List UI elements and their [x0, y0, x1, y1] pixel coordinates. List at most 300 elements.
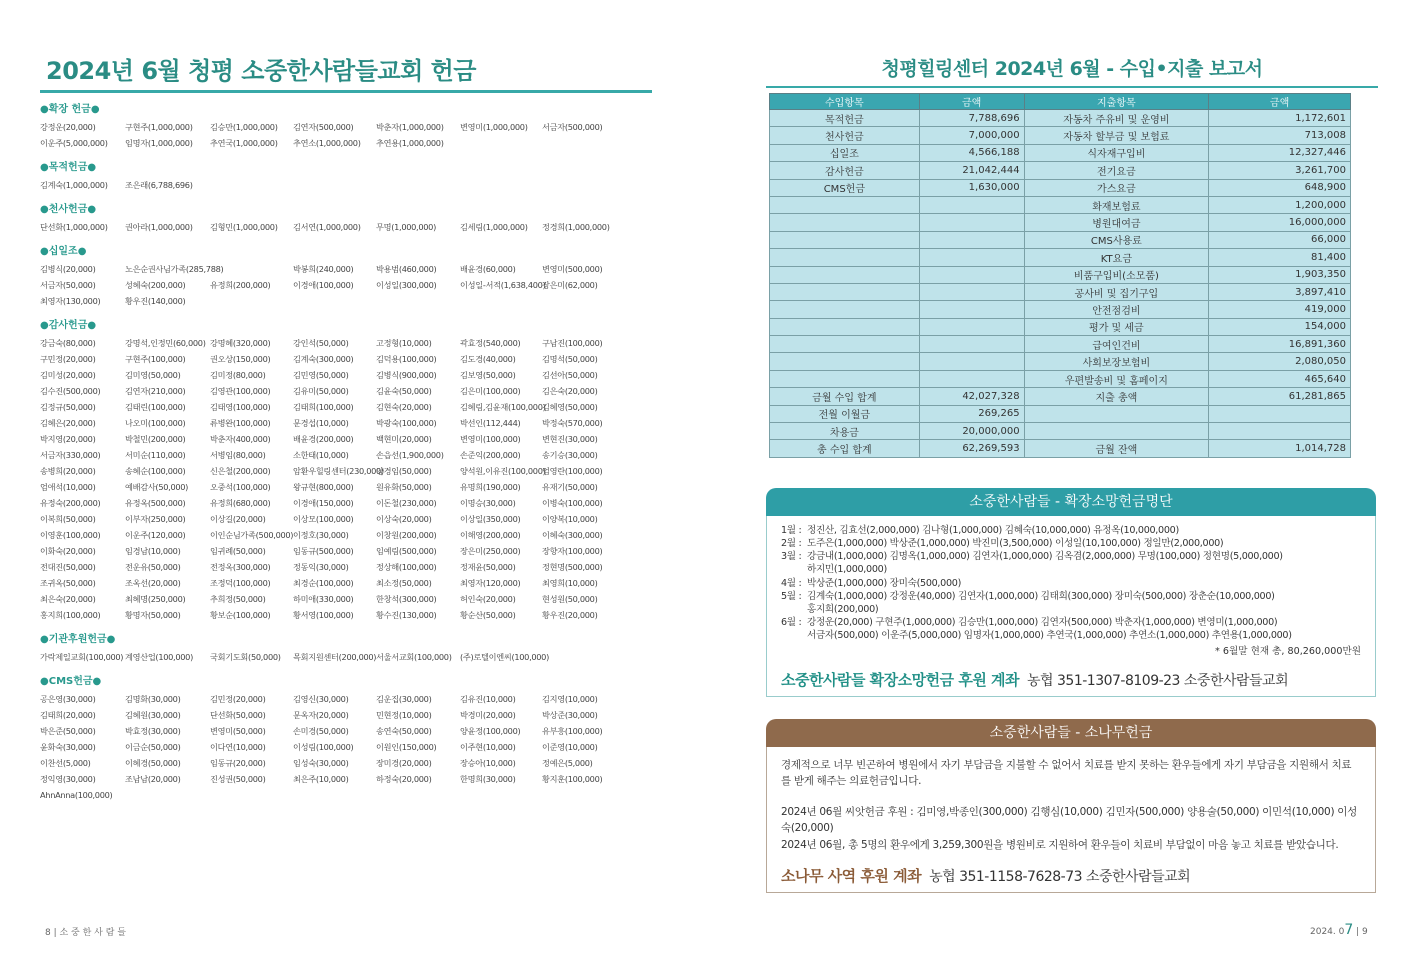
- donor-entry: 이양복(10,000): [542, 514, 598, 524]
- donor-entry: 이경애(150,000): [293, 498, 354, 508]
- donor-entry: 추연국(1,000,000): [210, 138, 278, 148]
- donor-entry: 김은미(100,000): [460, 386, 521, 396]
- donor-entry: 예배감사(50,000): [125, 482, 189, 492]
- donor-entry: 고정형(10,000): [376, 338, 432, 348]
- income-item-cell: [770, 336, 920, 353]
- donor-entry: 김계숙(300,000): [293, 354, 354, 364]
- donor-entry: 문옥자(20,000): [293, 710, 349, 720]
- donor-entry: 이해영(200,000): [460, 530, 521, 540]
- expansion-month-line: [781, 577, 1361, 590]
- income-item-cell: [770, 249, 920, 266]
- left-page: [40, 52, 655, 803]
- expense-item-cell: 급여인건비: [1024, 336, 1209, 353]
- donor-entry: 류병완(100,000): [210, 418, 271, 428]
- donor-entry: 이운주(120,000): [125, 530, 186, 540]
- donor-entry: 김영관(100,000): [210, 386, 271, 396]
- expansion-note: * 6월말 현재 총, 80,260,000만원: [1215, 645, 1361, 657]
- donor-row: [40, 607, 655, 623]
- income-item-cell: [770, 231, 920, 248]
- donor-row: [40, 219, 655, 235]
- donor-entry: 국회기도회(50,000): [210, 652, 281, 662]
- donor-row: [40, 119, 655, 135]
- donor-entry: 김현숙(20,000): [376, 402, 432, 412]
- donor-row: [40, 495, 655, 511]
- month-label: 2월 :: [781, 538, 802, 550]
- section-heading: ●목적헌금●: [40, 162, 97, 173]
- income-item-cell: 전월 이월금: [770, 405, 920, 422]
- donor-entry: 전정옥(300,000): [210, 562, 271, 572]
- donor-row: [40, 135, 655, 151]
- income-amount-cell: [919, 336, 1024, 353]
- donor-row: [40, 335, 655, 351]
- donor-entry: 이원인(150,000): [376, 742, 437, 752]
- donor-entry: AhnAnna(100,000): [40, 790, 113, 800]
- donor-row: [40, 261, 655, 277]
- donor-entry: 박경미(20,000): [460, 710, 516, 720]
- donor-row: [40, 771, 655, 787]
- section-heading: ●감사헌금●: [40, 320, 97, 331]
- income-item-cell: 차용금: [770, 423, 920, 440]
- expense-amount-cell: 713,008: [1209, 127, 1351, 144]
- donor-entry: 배윤경(200,000): [293, 434, 354, 444]
- expense-item-cell: 병원대여금: [1024, 214, 1209, 231]
- donor-entry: 이상길(20,000): [210, 514, 266, 524]
- expense-item-cell: KT요금: [1024, 249, 1209, 266]
- donor-row: [40, 431, 655, 447]
- donor-entry: 가락제일교회(100,000): [40, 652, 124, 662]
- table-row: [770, 370, 1351, 387]
- donor-entry: 김세림(1,000,000): [460, 222, 528, 232]
- donor-row: [40, 559, 655, 575]
- donor-entry: 왕규현(800,000): [293, 482, 354, 492]
- donor-entry: 변현진(30,000): [542, 434, 598, 444]
- donor-entry: 이혜숙(300,000): [542, 530, 603, 540]
- donor-entry: 조남남(20,000): [125, 774, 181, 784]
- expense-amount-cell: 3,261,700: [1209, 162, 1351, 179]
- donor-entry: 김계숙(1,000,000): [40, 180, 108, 190]
- donor-entry: 서금자(330,000): [40, 450, 101, 460]
- income-item-cell: 총 수입 합계: [770, 440, 920, 457]
- donor-entry: 박춘자(400,000): [210, 434, 271, 444]
- table-row: [770, 231, 1351, 248]
- donor-entry: 진성권(50,000): [210, 774, 266, 784]
- expense-item-cell: 식자재구입비: [1024, 144, 1209, 161]
- table-row: [770, 162, 1351, 179]
- donor-entry: 오중석(100,000): [210, 482, 271, 492]
- expense-item-cell: 금월 잔액: [1024, 440, 1209, 457]
- donor-entry: 김태린(100,000): [125, 402, 186, 412]
- month-label: 6월 :: [781, 617, 802, 629]
- pine-offering-box: [766, 719, 1376, 894]
- col-income-amount: 금액: [919, 94, 1024, 110]
- expense-item-cell: 사회보장보험비: [1024, 353, 1209, 370]
- pine-description: 경제적으로 너무 빈곤하여 병원에서 자기 부담금을 지불할 수 없어서 치료를 받지 못하는 환우들에게 자기 부담금을 지원해서 치료를 받게 해주는 의료헌금입니다.: [781, 758, 1352, 788]
- income-amount-cell: 20,000,000: [919, 423, 1024, 440]
- report-title: 청평힐링센터 2024년 6월 - 수입•지출 보고서: [881, 58, 1263, 80]
- donor-entry: 소한태(10,000): [293, 450, 349, 460]
- month-label: 1월 :: [781, 524, 802, 536]
- expense-amount-cell: 81,400: [1209, 249, 1351, 266]
- expense-item-cell: 안전점검비: [1024, 301, 1209, 318]
- donor-entry: 박춘자(1,000,000): [376, 122, 444, 132]
- table-row: [770, 283, 1351, 300]
- donor-entry: 공은영(30,000): [40, 694, 96, 704]
- donor-entry: 황명자(50,000): [125, 610, 181, 620]
- donor-entry: 황우진(20,000): [542, 610, 598, 620]
- month-donors: 서금자(500,000) 이운주(5,000,000) 임명자(1,000,000) 추연국(1,000,000) 추연소(1,000,000) 추연용(1,000,000): [807, 630, 1292, 642]
- section-heading: ●CMS헌금●: [40, 676, 102, 687]
- expense-amount-cell: 648,900: [1209, 179, 1351, 196]
- donor-entry: 이병숙(100,000): [542, 498, 603, 508]
- donor-entry: 양석원,이유진(100,000): [460, 466, 546, 476]
- income-amount-cell: 1,630,000: [919, 179, 1024, 196]
- donor-entry: 김명석(50,000): [542, 354, 598, 364]
- donor-entry: 황우진(140,000): [125, 296, 186, 306]
- donor-entry: 김병식(20,000): [40, 264, 96, 274]
- donor-entry: 정상해(100,000): [376, 562, 437, 572]
- donor-entry: 유부흥(100,000): [542, 726, 603, 736]
- pine-banner: 소중한사람들 - 소나무헌금: [766, 719, 1376, 747]
- donor-row: [40, 527, 655, 543]
- donor-entry: 송기승(30,000): [542, 450, 598, 460]
- month-donors: 강정운(20,000) 구현주(1,000,000) 김승만(1,000,000) 김연자(500,000) 박춘자(1,000,000) 변영미(1,000,000): [807, 617, 1278, 629]
- donor-entry: 이경애(100,000): [293, 280, 354, 290]
- expense-item-cell: 평가 및 세금: [1024, 318, 1209, 335]
- donor-entry: 김명화(30,000): [125, 694, 181, 704]
- month-donors: 김계숙(1,000,000) 강정운(40,000) 김연자(1,000,000) 김태희(300,000) 장미숙(500,000) 장춘순(10,000,000): [807, 590, 1275, 602]
- table-row: [770, 249, 1351, 266]
- income-amount-cell: [919, 231, 1024, 248]
- donor-entry: 유정희(200,000): [210, 280, 271, 290]
- donor-entry: 이상일(350,000): [460, 514, 521, 524]
- donor-entry: 박광숙(100,000): [376, 418, 437, 428]
- income-amount-cell: [919, 353, 1024, 370]
- donor-row: [40, 415, 655, 431]
- expense-amount-cell: 154,000: [1209, 318, 1351, 335]
- expansion-body: [766, 516, 1376, 697]
- expense-item-cell: 가스요금: [1024, 179, 1209, 196]
- income-item-cell: [770, 318, 920, 335]
- donor-row: [40, 293, 655, 309]
- donor-row: [40, 707, 655, 723]
- expense-amount-cell: 3,897,410: [1209, 283, 1351, 300]
- pine-account-number: 농협 351-1158-7628-73 소중한사람들교회: [929, 869, 1191, 886]
- donor-entry: 김운집(30,000): [376, 694, 432, 704]
- income-amount-cell: [919, 283, 1024, 300]
- donor-entry: 박봉희(240,000): [293, 264, 354, 274]
- offering-title: 2024년 6월 청평 소중한사람들교회 헌금: [46, 57, 476, 85]
- donor-entry: 김병식(900,000): [376, 370, 437, 380]
- income-amount-cell: 269,265: [919, 405, 1024, 422]
- donor-entry: 김미정(80,000): [210, 370, 266, 380]
- income-amount-cell: [919, 214, 1024, 231]
- offering-section: [40, 103, 655, 151]
- month-donors: 홍지희(200,000): [807, 604, 879, 616]
- donor-row: [40, 399, 655, 415]
- table-row: [770, 336, 1351, 353]
- pine-support-summary: 2024년 06월, 총 5명의 환우에게 3,259,300원을 병원비로 지원하여 환우들이 치료비 부담없이 마음 놓고 치료를 받았습니다.: [781, 838, 1339, 851]
- footer-month: 7: [1344, 922, 1354, 938]
- donor-row: [40, 383, 655, 399]
- donor-entry: 이인순님가족(500,000): [210, 530, 294, 540]
- donor-entry: 송병희(20,000): [40, 466, 96, 476]
- donor-entry: 임명자(1,000,000): [125, 138, 193, 148]
- donor-entry: 정경희(1,000,000): [542, 222, 610, 232]
- donor-row: [40, 723, 655, 739]
- donor-entry: 임예림(500,000): [376, 546, 437, 556]
- donor-entry: 김태영(100,000): [210, 402, 271, 412]
- donor-entry: 김혜영(50,000): [542, 402, 598, 412]
- donor-entry: 서금자(500,000): [542, 122, 603, 132]
- expense-amount-cell: [1209, 405, 1351, 422]
- donor-entry: 유정숙(200,000): [40, 498, 101, 508]
- donor-entry: 강명석,인정민(60,000): [125, 338, 206, 348]
- donor-entry: 이준영(10,000): [542, 742, 598, 752]
- income-amount-cell: [919, 370, 1024, 387]
- donor-entry: 박지영(20,000): [40, 434, 96, 444]
- donor-entry: 최혜명(250,000): [125, 594, 186, 604]
- donor-entry: 강명혜(320,000): [210, 338, 271, 348]
- table-header-row: [770, 94, 1351, 110]
- donor-entry: 김덕용(100,000): [376, 354, 437, 364]
- donor-row: [40, 755, 655, 771]
- donor-entry: 황지훈(100,000): [542, 774, 603, 784]
- expense-amount-cell: 61,281,865: [1209, 388, 1351, 405]
- donor-entry: 이상숙(20,000): [376, 514, 432, 524]
- donor-entry: 암환우힐링센터(230,000): [293, 466, 384, 476]
- donor-entry: 손미경(50,000): [293, 726, 349, 736]
- expansion-banner: 소중한사람들 - 확장소망헌금명단: [766, 488, 1376, 516]
- col-expense-amount: 금액: [1209, 94, 1351, 110]
- donor-entry: 이창원(200,000): [376, 530, 437, 540]
- donor-entry: 최소정(50,000): [376, 578, 432, 588]
- donor-entry: 추연용(1,000,000): [376, 138, 444, 148]
- donor-entry: 김승만(1,000,000): [210, 122, 278, 132]
- table-row: [770, 179, 1351, 196]
- donor-entry: 무명(1,000,000): [376, 222, 436, 232]
- donor-entry: 홍지희(100,000): [40, 610, 101, 620]
- donor-entry: 곽효정(540,000): [460, 338, 521, 348]
- table-row: [770, 266, 1351, 283]
- donor-entry: 정익영(30,000): [40, 774, 96, 784]
- donor-entry: 원유화(50,000): [376, 482, 432, 492]
- expense-item-cell: 전기요금: [1024, 162, 1209, 179]
- income-item-cell: 금월 수입 합계: [770, 388, 920, 405]
- donor-entry: 황보순(100,000): [210, 610, 271, 620]
- donor-row: [40, 447, 655, 463]
- donor-entry: 김혜림,김윤재(100,000): [460, 402, 546, 412]
- expansion-list: [781, 524, 1361, 643]
- donor-entry: 양윤정(100,000): [460, 726, 521, 736]
- donor-entry: 이정호(30,000): [293, 530, 349, 540]
- donor-entry: 이영훈(100,000): [40, 530, 101, 540]
- donor-entry: 문경섭(10,000): [293, 418, 349, 428]
- donor-entry: 신은철(200,000): [210, 466, 271, 476]
- expense-item-cell: 자동차 할부금 및 보험료: [1024, 127, 1209, 144]
- expansion-account-number: 농협 351-1307-8109-23 소중한사람들교회: [1027, 672, 1289, 689]
- income-item-cell: [770, 283, 920, 300]
- donor-row: [40, 575, 655, 591]
- donor-entry: 서금자(50,000): [40, 280, 96, 290]
- donor-entry: 장은미(250,000): [460, 546, 521, 556]
- donor-entry: 최영희(10,000): [542, 578, 598, 588]
- income-item-cell: [770, 370, 920, 387]
- expansion-month-line: [781, 550, 1361, 563]
- month-donors: 박상준(1,000,000) 장미숙(500,000): [807, 577, 962, 589]
- income-item-cell: [770, 301, 920, 318]
- month-label: 4월 :: [781, 577, 802, 589]
- donor-entry: 김선아(50,000): [542, 370, 598, 380]
- donor-entry: 송연숙(50,000): [376, 726, 432, 736]
- donor-entry: 임동규(20,000): [210, 758, 266, 768]
- table-row: [770, 318, 1351, 335]
- table-row: [770, 301, 1351, 318]
- donor-entry: 황서영(100,000): [293, 610, 354, 620]
- expense-item-cell: [1024, 423, 1209, 440]
- offering-section: [40, 633, 655, 665]
- donor-entry: 김유진(10,000): [460, 694, 516, 704]
- donor-entry: (주)로텔이엔씨(100,000): [460, 652, 549, 662]
- income-item-cell: [770, 266, 920, 283]
- donor-entry: 송혜순(100,000): [125, 466, 186, 476]
- pine-account: [781, 865, 1361, 886]
- donor-entry: 추희정(50,000): [210, 594, 266, 604]
- donor-entry: 조귀옥(50,000): [40, 578, 96, 588]
- expansion-account: [781, 669, 1361, 690]
- donor-entry: 최영자(130,000): [40, 296, 101, 306]
- donor-entry: 정현명(500,000): [542, 562, 603, 572]
- donor-entry: 서울서교회(100,000): [376, 652, 452, 662]
- income-item-cell: [770, 196, 920, 213]
- donor-entry: 김민정(20,000): [210, 694, 266, 704]
- offering-section: [40, 161, 655, 193]
- donor-entry: 박선인(112,444): [460, 418, 521, 428]
- offering-section: [40, 203, 655, 235]
- donor-entry: 이상모(100,000): [293, 514, 354, 524]
- donor-entry: 서미순(110,000): [125, 450, 186, 460]
- donor-entry: 윤화숙(30,000): [40, 742, 96, 752]
- donor-row: [40, 511, 655, 527]
- donor-entry: 박상준(30,000): [542, 710, 598, 720]
- expansion-month-line: [781, 616, 1361, 629]
- donor-entry: 배윤경(60,000): [460, 264, 516, 274]
- expansion-month-line: [781, 603, 1361, 616]
- donor-entry: 최영자(120,000): [460, 578, 521, 588]
- donor-row: [40, 351, 655, 367]
- donor-entry: 구민정(20,000): [40, 354, 96, 364]
- income-amount-cell: 62,269,593: [919, 440, 1024, 457]
- donor-entry: 김지영(10,000): [542, 694, 598, 704]
- income-amount-cell: [919, 266, 1024, 283]
- month-donors: 정진산, 김효선(2,000,000) 김나형(1,000,000) 김혜숙(10,000,000) 유정옥(10,000,000): [807, 524, 1179, 536]
- donor-entry: 김태희(100,000): [293, 402, 354, 412]
- donor-entry: 엄애석(10,000): [40, 482, 96, 492]
- donor-entry: 손읍선(1,900,000): [376, 450, 444, 460]
- donor-entry: 임동규(500,000): [293, 546, 354, 556]
- donor-entry: 유명희(190,000): [460, 482, 521, 492]
- donor-entry: 이복희(50,000): [40, 514, 96, 524]
- donor-entry: 최경순(100,000): [293, 578, 354, 588]
- donor-entry: 유정옥(500,000): [125, 498, 186, 508]
- donor-entry: 임귀례(50,000): [210, 546, 266, 556]
- income-item-cell: 감사헌금: [770, 162, 920, 179]
- offering-section: [40, 319, 655, 623]
- expense-amount-cell: 2,080,050: [1209, 353, 1351, 370]
- expense-item-cell: 비품구입비(소모품): [1024, 266, 1209, 283]
- month-label: 3월 :: [781, 551, 802, 563]
- donor-entry: 전운유(50,000): [125, 562, 181, 572]
- donor-entry: 황수진(130,000): [376, 610, 437, 620]
- donor-entry: 단선화(1,000,000): [40, 222, 108, 232]
- donor-entry: 유재기(50,000): [542, 482, 598, 492]
- table-row: [770, 110, 1351, 127]
- donor-entry: 이명승(30,000): [460, 498, 516, 508]
- expense-item-cell: 자동차 주유비 및 운영비: [1024, 110, 1209, 127]
- pine-body: [766, 747, 1376, 894]
- income-amount-cell: 42,027,328: [919, 388, 1024, 405]
- expense-amount-cell: [1209, 423, 1351, 440]
- donor-entry: 하미애(330,000): [293, 594, 354, 604]
- donor-entry: 성혜숙(200,000): [125, 280, 186, 290]
- expansion-month-line: [781, 590, 1361, 603]
- donor-entry: 황순산(50,000): [460, 610, 516, 620]
- donor-entry: 김미성(20,000): [40, 370, 96, 380]
- expense-item-cell: 화재보험료: [1024, 196, 1209, 213]
- income-item-cell: 목적헌금: [770, 110, 920, 127]
- expansion-month-line: [781, 629, 1361, 642]
- donor-entry: 최은주(10,000): [293, 774, 349, 784]
- donor-row: [40, 739, 655, 755]
- donor-entry: 강금숙(80,000): [40, 338, 96, 348]
- section-heading: ●천사헌금●: [40, 204, 97, 215]
- table-row: [770, 353, 1351, 370]
- donor-entry: 김미영(50,000): [125, 370, 181, 380]
- table-row: [770, 388, 1351, 405]
- donor-row: [40, 367, 655, 383]
- donor-entry: 김정규(50,000): [40, 402, 96, 412]
- offering-sections: [40, 103, 655, 803]
- donor-row: [40, 649, 655, 665]
- donor-entry: 계영산업(100,000): [125, 652, 193, 662]
- donor-entry: 변영미(100,000): [460, 434, 521, 444]
- month-label: 5월 :: [781, 590, 802, 602]
- donor-entry: 변영미(500,000): [542, 264, 603, 274]
- donor-row: [40, 463, 655, 479]
- income-amount-cell: 7,788,696: [919, 110, 1024, 127]
- expansion-account-label: 소중한사람들 확장소망헌금 후원 계좌: [781, 670, 1020, 689]
- donor-entry: 변영미(1,000,000): [460, 122, 528, 132]
- table-row: [770, 405, 1351, 422]
- donor-entry: 이금순(50,000): [125, 742, 181, 752]
- donor-entry: 박철민(200,000): [125, 434, 186, 444]
- donor-entry: 김혜원(30,000): [125, 710, 181, 720]
- donor-entry: 최은숙(20,000): [40, 594, 96, 604]
- donor-entry: 김은숙(20,000): [542, 386, 598, 396]
- donor-entry: 허인숙(20,000): [460, 594, 516, 604]
- donor-entry: 김연자(500,000): [293, 122, 354, 132]
- section-heading: ●십일조●: [40, 246, 87, 257]
- pine-account-label: 소나무 사역 후원 계좌: [781, 867, 922, 886]
- donor-entry: 장은미(62,000): [542, 280, 598, 290]
- donor-entry: 이돈철(230,000): [376, 498, 437, 508]
- donor-entry: 한창석(300,000): [376, 594, 437, 604]
- table-row: [770, 440, 1351, 457]
- income-item-cell: [770, 214, 920, 231]
- donor-entry: 구현주(1,000,000): [125, 122, 193, 132]
- donor-entry: 나오미(100,000): [125, 418, 186, 428]
- donor-entry: 정재윤(50,000): [460, 562, 516, 572]
- donor-entry: 박용범(460,000): [376, 264, 437, 274]
